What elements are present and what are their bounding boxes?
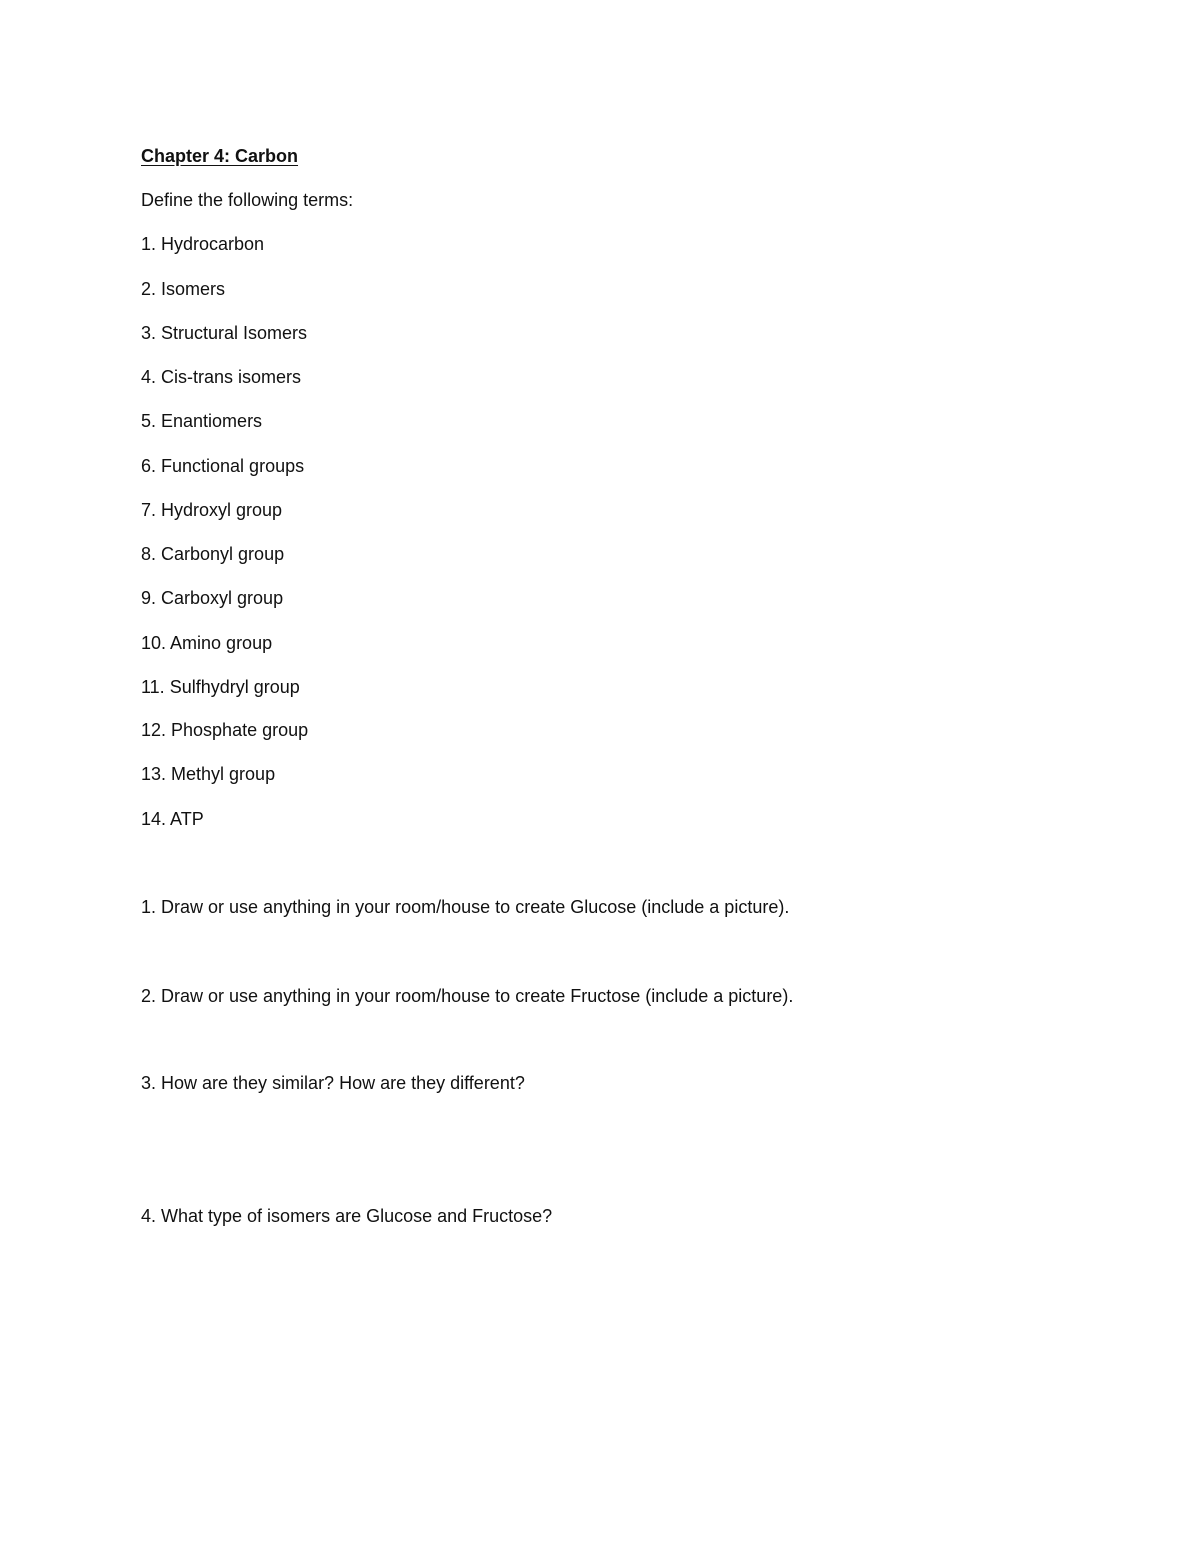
term-item: 11. Sulfhydryl group — [141, 677, 300, 697]
question-item: 2. Draw or use anything in your room/house to create Fructose (include a picture). — [141, 986, 794, 1006]
term-item: 9. Carboxyl group — [141, 588, 284, 608]
term-item: 6. Functional groups — [141, 456, 305, 476]
term-item: 14. ATP — [141, 809, 204, 829]
term-item: 5. Enantiomers — [141, 411, 263, 431]
term-item: 10. Amino group — [141, 633, 273, 653]
question-item: 3. How are they similar? How are they different? — [141, 1073, 525, 1093]
term-item: 7. Hydroxyl group — [141, 500, 283, 520]
question-item: 4. What type of isomers are Glucose and Fructose? — [141, 1206, 553, 1226]
term-item: 13. Methyl group — [141, 764, 276, 784]
term-item: 12. Phosphate group — [141, 720, 309, 740]
term-item: 3. Structural Isomers — [141, 323, 308, 343]
instructions: Define the following terms: — [141, 190, 354, 210]
page-title: Chapter 4: Carbon — [141, 146, 299, 166]
term-item: 8. Carbonyl group — [141, 544, 285, 564]
term-item: 4. Cis-trans isomers — [141, 367, 302, 387]
term-item: 2. Isomers — [141, 279, 226, 299]
term-item: 1. Hydrocarbon — [141, 234, 265, 254]
question-item: 1. Draw or use anything in your room/house to create Glucose (include a picture). — [141, 897, 790, 917]
